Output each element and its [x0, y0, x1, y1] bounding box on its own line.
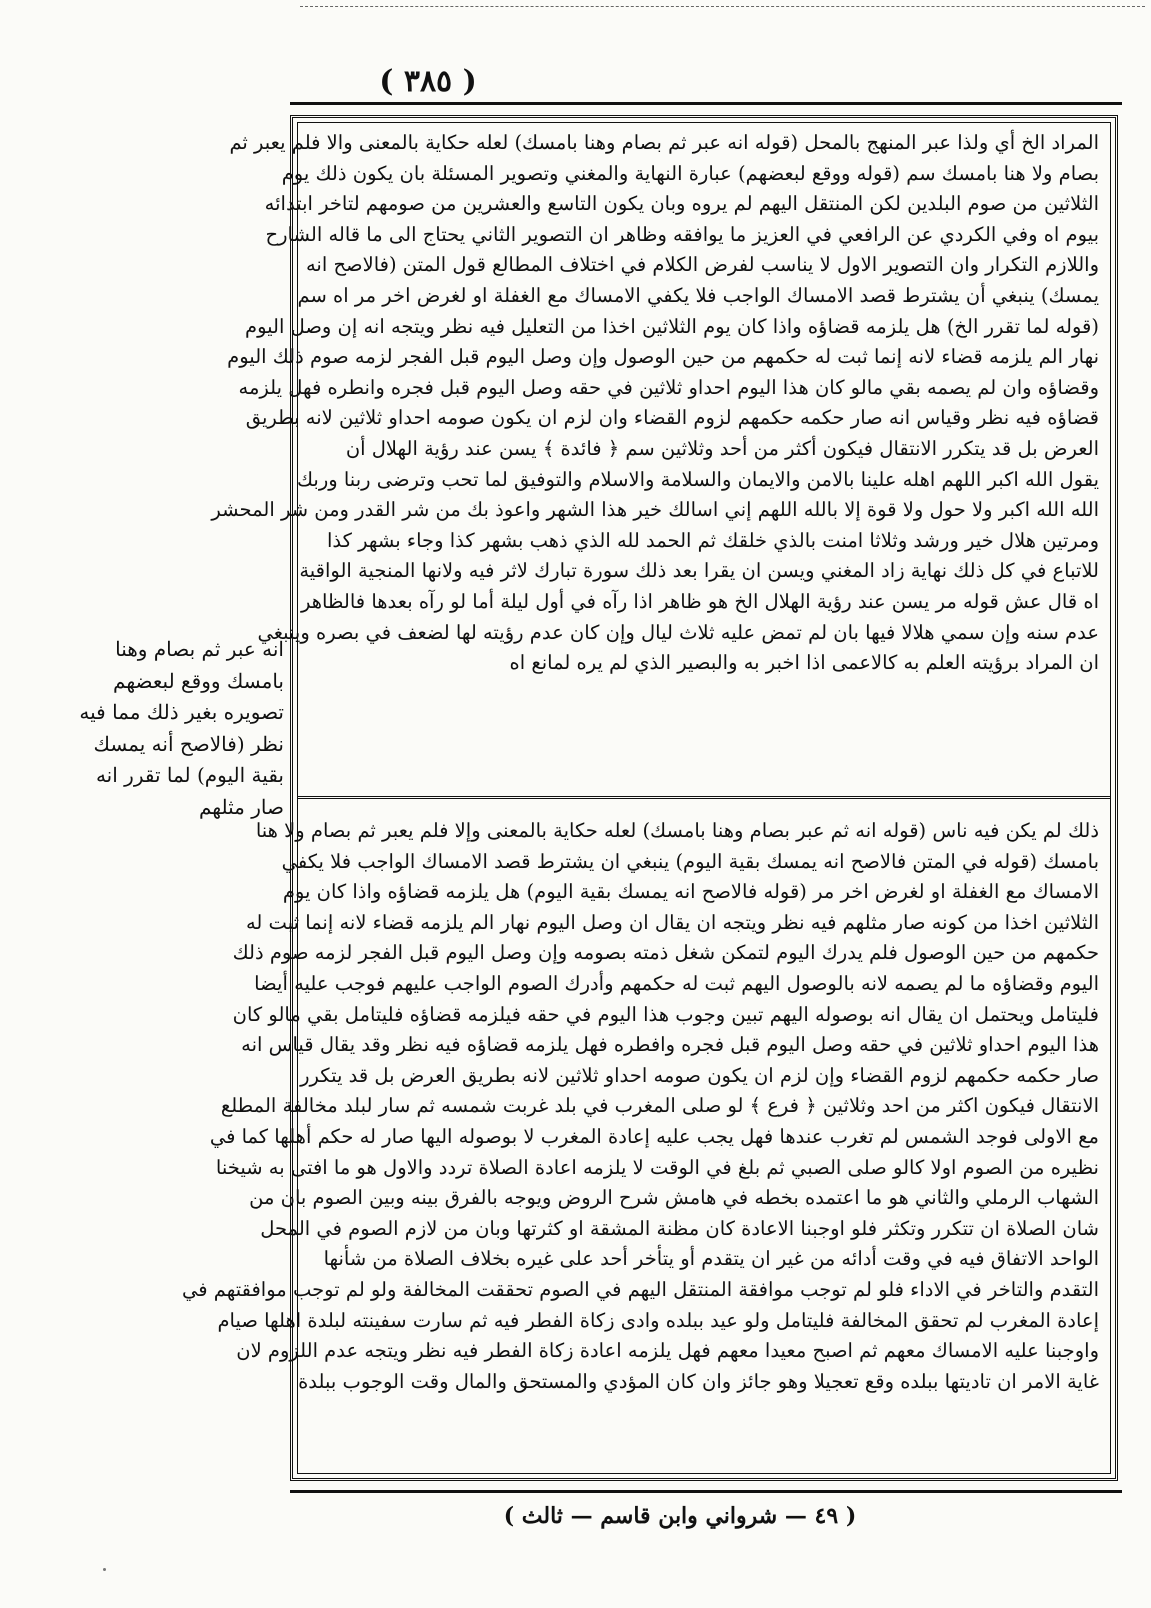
top-rule [300, 6, 1145, 7]
text-line: بصام ولا هنا بامسك سم (قوله ووقع لبعضهم) عبارة النهاية والمغني وتصوير المسئلة بان يكون ذلك يوم [281, 161, 1099, 185]
text-line: اليوم وقضاؤه ما لم يصمه لانه بالوصول اليهم ثبت له حكمهم وأدرك الصوم الواجب عليهم فوجب عليه أيضا [254, 971, 1099, 995]
upper-commentary [211, 128, 1099, 679]
text-line: شان الصلاة ان تتكرر وتكثر فلو اوجبنا الاعادة كان مظنة المشقة او كثرتها وبان من لازم الصوم في المحل [260, 1216, 1099, 1240]
text-line: بامسك (قوله في المتن فالاصح انه يمسك بقية اليوم) ينبغي ان يشترط قصد الامساك الواجب فلا يكفي [281, 849, 1099, 873]
text-line: صار حكمه حكمهم لزوم القضاء وإن لزم ان يكون صومه احداو ثلاثين لانه بطريق العرض بل قد يتكرر [300, 1063, 1099, 1087]
header-rule [290, 102, 1122, 105]
text-line: واوجبنا عليه الامساك معهم ثم اصبح معيدا معهم فهل يلزمه اعادة زكاة الفطر فيه نظر ويتجه عدم اللزوم لان [236, 1339, 1099, 1363]
text-line: إعادة المغرب لم تحقق المخالفة فليتامل ولو عيد ببلده وادى زكاة الفطر فيه ثم سارت سفينته لبلدة اهلها صيام [217, 1308, 1099, 1332]
text-line: الثلاثين من صوم البلدين لكن المنتقل اليهم لم يروه وبان يكون التاسع والعشرين من صومهم لتاخر ابتدائه [264, 192, 1099, 216]
scan-speck [103, 1568, 106, 1571]
footer-signature: ( ٤٩ — شرواني وابن قاسم — ثالث ) [503, 1503, 857, 1529]
text-line: نظيره من الصوم اولا كالو صلى الصبي ثم بلغ في الوقت لا يلزمه اعادة الصلاة تردد والاول هو ما افتى به شيخنا [215, 1155, 1099, 1179]
text-line: واللازم التكرار وان التصوير الاول لا يناسب لفرض الكلام في اختلاف المطالع قول المتن (فالاصح انه [305, 253, 1099, 277]
margin-line: انه عبر ثم بصام وهنا [115, 637, 284, 661]
text-line: المراد الخ أي ولذا عبر المنهج بالمحل (قوله انه عبر ثم بصام وهنا بامسك) لعله حكاية بالمعنى والا فلم يعبر ثم [229, 131, 1099, 154]
margin-line: تصويره بغير ذلك مما فيه [79, 700, 284, 724]
text-line: الله الله اكبر ولا حول ولا قوة إلا بالله اللهم إني اسالك خير هذا الشهر واعوذ بك من شر القدر ومن شر المحشر [211, 498, 1099, 522]
text-line: الواحد الاتفاق فيه في وقت أدائه من غير ان يتقدم أو يتأخر أحد على غيره بخلاف الصلاة من شأنها [323, 1247, 1099, 1271]
section-divider [297, 796, 1111, 799]
text-line: قضاؤه فيه نظر وقياس انه صار حكمه حكمهم لزوم القضاء وان لزم ان يكون صومه احداو ثلاثين لانه بطريق [245, 406, 1099, 430]
text-line: يقول الله اكبر اللهم اهله علينا بالامن والايمان والسلامة والاسلام والتوفيق لما تحب وترضى ربنا وربك [296, 467, 1099, 491]
text-line: للاتباع في كل ذلك نهاية زاد المغني ويسن ان يقرا بعد ذلك سورة تبارك لاثر فيه ولانها المنجية الواقية [299, 559, 1099, 583]
text-line: حكمهم من حين الوصول فلم يدرك اليوم لتمكن شغل ذمته بصومه وإن وصل اليوم قبل الفجر لزمه صوم ذلك [232, 941, 1099, 965]
text-line: الثلاثين اخذا من كونه صار مثلهم فيه نظر ويتجه ان يقال ان وصل اليوم نهار الم يلزمه قضاء لانه إنما ثبت له [245, 910, 1099, 934]
text-line: ومرتين هلال خير ورشد وثلاثا امنت بالذي خلقك ثم الحمد لله الذي ذهب بشهر كذا وجاء بشهر كذا [327, 528, 1099, 552]
margin-note [62, 634, 284, 823]
text-line: غاية الامر ان تاديتها ببلده وقع تعجيلا وهو جائز وان كان المؤدي والمستحق والمال وقت الوجوب ببلدة [298, 1369, 1099, 1393]
text-line: اه قال عش قوله مر يسن عند رؤية الهلال الخ هو ظاهر اذا رآه في أول ليلة أما لو رآه بعدها فالظاهر [300, 589, 1099, 613]
text-line: مع الاولى فوجد الشمس لم تغرب عندها فهل يجب عليه إعادة المغرب لا بوصوله اليها صار له حكم أهلها كما في [209, 1124, 1099, 1148]
margin-line: نظر (فالاصح أنه يمسك [93, 731, 284, 756]
lower-commentary [182, 816, 1099, 1397]
page-number: ( ٣٨٥ ) [379, 64, 477, 99]
text-line: هذا اليوم احداو ثلاثين في حقه وصل اليوم قبل فجره وافطره فهل يلزمه قضاؤه فيه نظر وقد يقال قياس انه [241, 1033, 1099, 1057]
margin-line: بقية اليوم) لما تقرر انه [95, 763, 284, 787]
text-line: الشهاب الرملي والثاني هو ما اعتمده بخطه في هامش شرح الروض ويوجه بالفرق بينه وبين الصوم بان من [249, 1186, 1099, 1210]
text-line: ذلك لم يكن فيه ناس (قوله انه ثم عبر بصام وهنا بامسك) لعله حكاية بالمعنى وإلا فلم يعبر ثم بصام ولا هنا [255, 819, 1099, 842]
text-line: فليتامل ويحتمل ان يقال انه بوصوله اليهم تبين وجوب هذا اليوم في حقه فيلزمه قضاؤه فليتامل بقي مالو كان [232, 1002, 1099, 1026]
text-line: عدم سنه وإن سمي هلالا فيها بان لم تمض عليه ثلاث ليال وإن كان عدم رؤيته لها لضعف في بصره وينبغي [257, 620, 1099, 644]
text-line: بيوم اه وفي الكردي عن الرافعي في العزيز ما يوافقه وظاهر ان التصوير الثاني يحتاج الى ما قاله الشارح [265, 222, 1099, 246]
text-line: يمسك) ينبغي أن يشترط قصد الامساك الواجب فلا يكفي الامساك مع الغفلة او لغرض اخر مر اه سم [297, 283, 1099, 307]
margin-line: صار مثلهم [199, 794, 284, 819]
text-line: ان المراد برؤيته العلم به كالاعمى اذا اخبر به والبصير الذي لم يره لمانع اه [509, 651, 1099, 675]
text-line: الانتقال فيكون اكثر من احد وثلاثين ﴿ فرع ﴾ لو صلى المغرب في بلد غربت شمسه ثم سار لبلد مخالفة المطلع [220, 1094, 1099, 1118]
text-line: نهار الم يلزمه قضاء لانه إنما ثبت له حكمهم من حين الوصول وإن وصل اليوم قبل الفجر لزمه صوم ذلك اليوم [227, 345, 1099, 369]
footer-rule [290, 1490, 1122, 1493]
text-line: (قوله لما تقرر الخ) هل يلزمه قضاؤه واذا كان يوم الثلاثين اخذا من التعليل فيه نظر ويتجه انه إن وصل اليوم [245, 314, 1099, 338]
text-line: التقدم والتاخر في الاداء فلو لم توجب موافقة المنتقل اليهم في الصوم تحققت المخالفة ولو لم توجب موافقتهم في [182, 1277, 1099, 1301]
text-line: العرض بل قد يتكرر الانتقال فيكون أكثر من أحد وثلاثين سم ﴿ فائدة ﴾ يسن عند رؤية الهلال أن [345, 436, 1099, 460]
text-line: الامساك مع الغفلة او لغرض اخر مر (قوله فالاصح انه يمسك بقية اليوم) هل يلزمه قضاؤه واذا كان يوم [282, 880, 1099, 904]
margin-line: بامسك ووقع لبعضهم [113, 668, 284, 693]
text-line: وقضاؤه وان لم يصمه بقي مالو كان هذا اليوم احداو ثلاثين في حقه وصل اليوم قبل فجره وانطره فهل يلزمه [238, 375, 1099, 399]
